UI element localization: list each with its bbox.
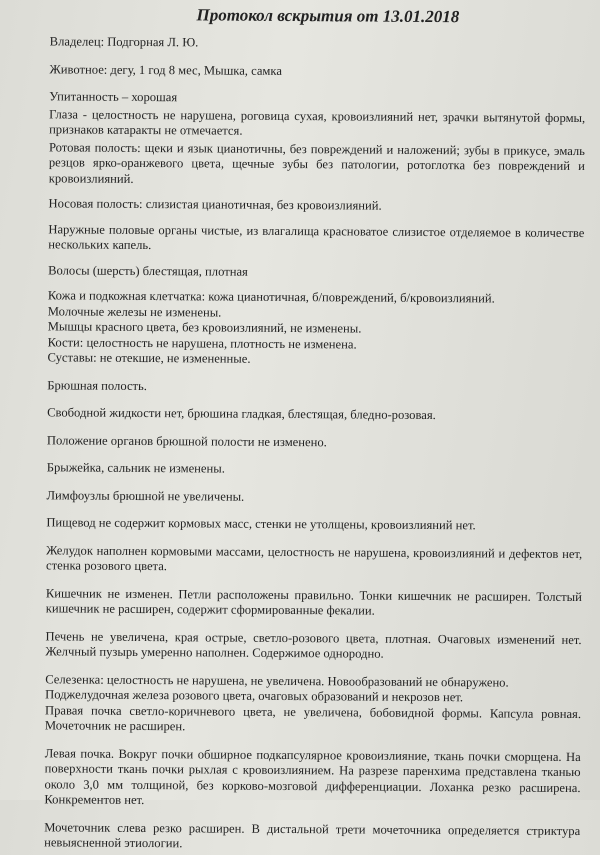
nasal-cavity-paragraph: Носовая полость: слизистая цианотичная, без кровоизлияний.: [48, 196, 382, 213]
hair-paragraph: Волосы (шерсть) блестящая, плотная: [48, 262, 248, 279]
esophagus-paragraph: Пищевод не содержит кормовых масс, стенки не утолщены, кровоизлияний нет.: [46, 515, 476, 533]
lymph-nodes-paragraph: Лимфоузлы брюшной не увеличены.: [46, 487, 245, 504]
liver-paragraph: Печень не увеличена, края острые, светло-розового цвета, плотная. Очаговых изменений нет. Желчный пузырь умеренно наполнен. Содержимое однородно.: [45, 628, 582, 661]
mammary-paragraph: Молочные железы не изменены.: [47, 303, 222, 320]
eyes-paragraph: Глаза - целостность не нарушена, роговица сухая, кровоизлияний нет, зрачки вытянутой формы, признаков катаракты не отмечается.: [49, 106, 586, 138]
nutrition-line: Упитанность – хорошая: [49, 89, 178, 105]
oral-cavity-paragraph: Ротовая полость: щеки и язык цианотичны, без повреждений и наложений; зубы в прикусе, эмаль резцов ярко-оранжевого цвета, щечные зубы без патологии, ротоглотка без повреждений и кровоизлияний.: [48, 139, 586, 186]
organ-position-paragraph: Положение органов брюшной полости не изменено.: [46, 432, 327, 449]
left-kidney-paragraph: Левая почка. Вокруг почки обширное подкапсулярное кровоизлияние, ткань почки сморщена. На поверхности ткань почки рыхлая с кровоизлиянием. На разрезе паренхима представлена тканью около 3,0 мм толщиной, без корково-мозговой дифференциации. Лоханка резко расширена. Конкрементов нет.: [44, 745, 581, 808]
spleen-paragraph: Селезенка: целостность не нарушена, не увеличена. Новообразований не обнаружено.: [45, 671, 509, 690]
peritoneum-paragraph: Свободной жидкости нет, брюшина гладкая, блестящая, бледно-розовая.: [47, 405, 436, 423]
animal-line: Животное: дегу, 1 год 8 мес, Мышка, самка: [49, 61, 283, 78]
right-kidney-paragraph: Правая почка светло-коричневого цвета, не увеличена, бобовидной формы. Капсула ровная. Мочеточник не расширен.: [44, 702, 582, 734]
ureter-paragraph: Мочеточник слева резко расширен. В дистальной трети мочеточника определяется стриктура невыясненной этиологии.: [44, 819, 581, 851]
muscles-paragraph: Мышцы красного цвета, без кровоизлияний, не изменены.: [47, 319, 362, 336]
mesentery-paragraph: Брыжейка, сальник не изменены.: [46, 460, 225, 476]
document-title: Протокол вскрытия от 13.01.2018: [196, 5, 460, 27]
bones-paragraph: Кости: целостность не нарушена, плотность не изменена.: [47, 334, 357, 351]
genitals-paragraph: Наружные половые органы чистые, из влагалища красноватое слизистое отделяемое в количестве нескольких капель.: [48, 221, 585, 253]
pancreas-paragraph: Поджелудочная железа розового цвета, очаговых образований и некрозов нет.: [45, 687, 464, 705]
stomach-paragraph: Желудок наполнен кормовыми массами, целостность не нарушена, кровоизлияний и дефектов нет, стенка розового цвета.: [46, 542, 583, 574]
abdominal-heading: Брюшная полость.: [47, 377, 148, 393]
intestine-paragraph: Кишечник не изменен. Петли расположены правильно. Тонки кишечник не расширен. Толстый кишечник не расширен, содержит сформированные фекалии.: [45, 585, 582, 618]
skin-paragraph: Кожа и подкожная клетчатка: кожа цианотичная, б/повреждений, б/кровоизлияний.: [47, 288, 495, 306]
owner-line: Владелец: Подгорная Л. Ю.: [49, 34, 199, 50]
joints-paragraph: Суставы: не отекшие, не измененные.: [47, 350, 251, 366]
